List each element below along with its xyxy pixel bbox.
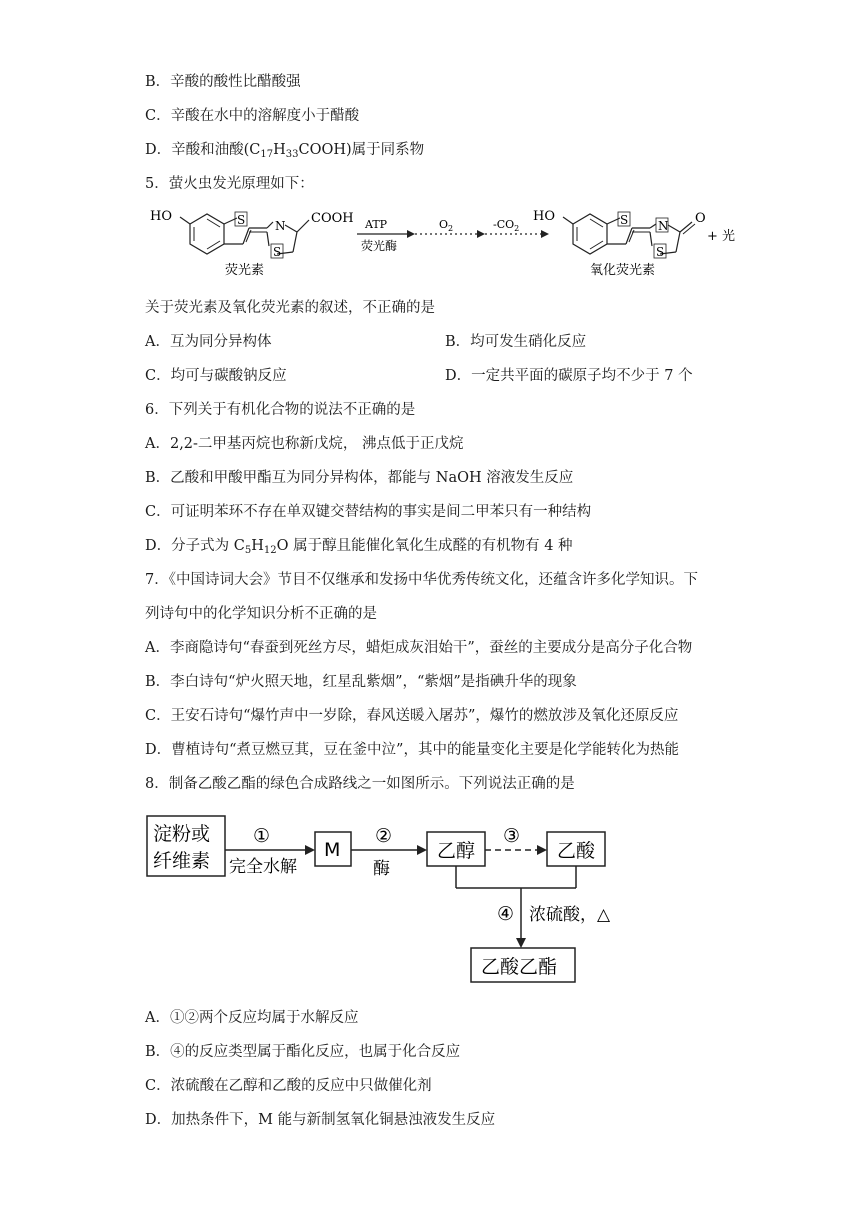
q6-option-c: C．可证明苯环不存在单双键交替结构的事实是间二甲苯只有一种结构 xyxy=(145,504,592,520)
q8-option-a: A．①②两个反应均属于水解反应 xyxy=(145,1010,359,1026)
q7-option-c: C．王安石诗句“爆竹声中一岁除，春风送暖入屠苏”，爆竹的燃放涉及氧化还原反应 xyxy=(145,708,679,724)
step4-label: 浓硫酸，△ xyxy=(529,905,611,925)
step3-marker: ③ xyxy=(503,825,521,847)
q4-option-c: C．辛酸在水中的溶解度小于醋酸 xyxy=(145,108,360,124)
q7-option-d: D．曹植诗句“煮豆燃豆萁，豆在釜中泣”，其中的能量变化主要是化学能转化为热能 xyxy=(145,742,679,758)
q6-option-a: A．2,2-二甲基丙烷也称新戊烷， 沸点低于正戊烷 xyxy=(145,436,464,452)
q8-option-b: B．④的反应类型属于酯化反应，也属于化合反应 xyxy=(145,1044,461,1060)
box-starch-line1: 淀粉或 xyxy=(153,823,211,845)
plus-light: + 光 xyxy=(707,229,736,244)
enzyme-label: 荧光酶 xyxy=(361,239,398,253)
q7-stem-line1: 7．《中国诗词大会》节目不仅继承和发扬中华优秀传统文化，还蕴含许多化学知识。下 xyxy=(145,572,698,588)
q8-stem: 8．制备乙酸乙酯的绿色合成路线之一如图所示。下列说法正确的是 xyxy=(145,776,575,792)
right-o: O xyxy=(695,211,706,226)
right-s2: S xyxy=(656,245,665,259)
box-starch-line2: 纤维素 xyxy=(153,850,211,872)
q4-option-d: D．辛酸和油酸$(C_{17}H_{33}COOH)$属于同系物 xyxy=(145,142,425,160)
box-acid-label: 乙酸 xyxy=(557,840,596,862)
ethyl-acetate-synthesis-flowchart xyxy=(145,812,635,987)
step2-marker: ② xyxy=(375,825,393,847)
q7-stem-line2: 列诗句中的化学知识分析不正确的是 xyxy=(145,606,377,622)
step1-label: 完全水解 xyxy=(229,857,297,877)
q7-option-a: A．李商隐诗句“春蚕到死丝方尽，蜡炬成灰泪始干”，蚕丝的主要成分是高分子化合物 xyxy=(145,640,693,656)
box-ester-label: 乙酸乙酯 xyxy=(481,956,558,978)
q8-option-c: C．浓硫酸在乙醇和乙酸的反应中只做催化剂 xyxy=(145,1078,432,1094)
cooh: COOH xyxy=(311,211,354,226)
left-n: N xyxy=(275,219,286,233)
q5-option-d: D．一定共平面的碳原子均不少于 7 个 xyxy=(445,368,693,384)
atp-label: ATP xyxy=(365,218,388,231)
right-ho: HO xyxy=(533,209,555,224)
q5-option-a: A．互为同分异构体 xyxy=(145,334,272,350)
label-luciferin: 荧光素 xyxy=(225,263,265,278)
box-ethanol-label: 乙醇 xyxy=(437,840,476,862)
q4-option-b: B．辛酸的酸性比醋酸强 xyxy=(145,74,301,90)
q8-option-d: D．加热条件下，M 能与新制氢氧化铜悬浊液发生反应 xyxy=(145,1112,496,1128)
step1-marker: ① xyxy=(253,825,271,847)
q6-option-b: B．乙酸和甲酸甲酯互为同分异构体，都能与 NaOH 溶液发生反应 xyxy=(145,470,574,486)
left-s2: S xyxy=(273,245,282,259)
q7-option-b: B．李白诗句“炉火照天地，红星乱紫烟”，“紫烟”是指碘升华的现象 xyxy=(145,674,577,690)
box-m-label: M xyxy=(324,839,341,861)
q5-option-c: C．均可与碳酸钠反应 xyxy=(145,368,287,384)
q5-stem: 5．萤火虫发光原理如下： xyxy=(145,176,314,192)
luciferin-reaction-diagram xyxy=(145,200,745,282)
co2-label: $-CO_2$ xyxy=(493,218,520,233)
left-ho: HO xyxy=(150,209,172,224)
label-oxyluciferin: 氧化荧光素 xyxy=(590,263,656,278)
q6-stem: 6．下列关于有机化合物的说法不正确的是 xyxy=(145,402,416,418)
left-s1: S xyxy=(237,213,246,227)
q6-option-d: D．分子式为 $C_5H_{12}O$ 属于醇且能催化氧化生成醛的有机物有 4 种 xyxy=(145,538,573,556)
step4-marker: ④ xyxy=(497,903,515,925)
o2-label: $O_2$ xyxy=(439,218,454,233)
right-s1: S xyxy=(620,213,629,227)
q5-option-b: B．均可发生硝化反应 xyxy=(445,334,587,350)
step2-label: 酶 xyxy=(373,859,390,879)
q5-question: 关于荧光素及氧化荧光素的叙述，不正确的是 xyxy=(145,300,435,316)
right-n: N xyxy=(658,219,669,233)
